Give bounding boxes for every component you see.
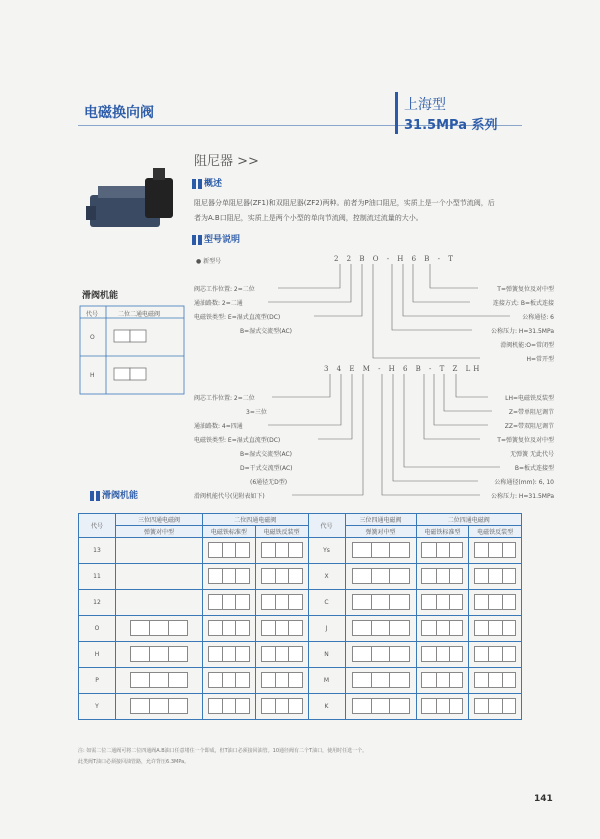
valve-symbol [208,620,250,636]
new-model-label: ● 新型号 [196,258,222,265]
valve-symbol [208,568,250,584]
code-cell: C [308,590,345,616]
h-std-left: 电磁铁标准型 [203,526,256,538]
right2-4: 无弹簧 无此代号 [510,451,554,458]
code-cell: M [308,668,345,694]
valve-symbol [352,568,410,584]
valve-symbol [352,594,410,610]
code-cell: Ys [308,538,345,564]
table-row [79,564,522,590]
left1-1: 通油路数: 2=二通 [194,300,243,307]
code-cell: H [79,642,116,668]
table-row [79,642,522,668]
valve-symbol [474,542,516,558]
left2-5: D=干式交流型(AC) [240,465,293,472]
right1-5: H=常开型 [526,356,554,363]
model-heading: 型号说明 [192,232,240,245]
code-cell: J [308,616,345,642]
h-two-right: 二位四通电磁阀 [416,514,522,526]
left2-2: 通油路数: 4=四通 [194,423,243,430]
h-code-left: 代号 [79,514,116,538]
valve-symbol [261,568,303,584]
small-table-row-h: H [90,372,95,379]
h-spring-right: 弹簧对中型 [345,526,416,538]
valve-symbol [421,568,463,584]
left2-7: 滑阀机能代号(见附表如下) [194,493,265,500]
code-cell: 13 [79,538,116,564]
table-row [79,590,522,616]
valve-symbol [130,620,188,636]
spool-function-table [78,513,522,720]
code-cell: O [79,616,116,642]
valve-symbol [421,672,463,688]
right1-3: 公称压力: H=31.5MPa [490,328,554,335]
small-table-title: 滑阀机能 [82,291,119,301]
overview-text-2: 者为A.B口阻尼，实质上是两个小型的单向节流阀，控制流过流量的大小。 [194,214,423,222]
big-section-title: 滑阀机能 [90,488,138,501]
right1-1: 连接方式: B=板式连接 [492,300,554,307]
right2-5: B=板式连接型 [514,465,554,472]
table-row [79,616,522,642]
h-code-right: 代号 [308,514,345,538]
left1-3: B=湿式交流型(AC) [240,328,293,335]
footnote [78,746,522,768]
valve-symbol [474,568,516,584]
category-title: 电磁换向阀 [84,105,154,121]
valve-symbol [474,646,516,662]
valve-symbol [474,594,516,610]
valve-symbol [261,542,303,558]
left2-0: 阀芯工作位置: 2=二位 [194,395,255,402]
series-type: 上海型 [404,97,446,113]
valve-symbol [421,594,463,610]
right2-3: T=弹簧复位及对中型 [497,437,554,444]
overview-text-1: 阻尼器分单阻尼器(ZF1)和双阻尼器(ZF2)两种。前者为P油口阻尼，实质上是一个小型节流阀，后 [194,199,495,207]
footnote-line-2: 此类阀T油口必须接回油管路，允许背压6.3MPa。 [78,759,190,765]
code-cell: Y [79,694,116,720]
valve-symbol [352,620,410,636]
small-table-h-type: 二位二通电磁阀 [118,311,161,318]
left2-6: (6通径无D型) [250,479,288,486]
table-row [79,694,522,720]
valve-symbol [421,698,463,714]
right2-2: ZZ=带双阻尼调节 [504,423,554,430]
valve-symbol [421,646,463,662]
code-cell: X [308,564,345,590]
model-code-2: 3 4 E M - H 6 B - T Z LH [324,365,483,373]
page-number: 141 [534,794,553,804]
section-title: 阻尼器 >> [194,154,259,169]
valve-symbol [261,672,303,688]
valve-symbol [261,698,303,714]
valve-symbol [208,542,250,558]
code-cell: 12 [79,590,116,616]
valve-symbol [208,646,250,662]
valve-symbol [208,594,250,610]
left1-2: 电磁铁类型: E=湿式直流型(DC) [194,314,281,321]
code-cell: N [308,642,345,668]
series-pressure: 31.5MPa 系列 [404,118,498,133]
valve-symbol [352,646,410,662]
right1-4: 滑阀机能:O=常闭型 [500,342,554,349]
valve-symbol [130,646,188,662]
model-code-1: 2 2 B O - H 6 B - T [334,255,456,263]
right1-2: 公称通径: 6 [522,314,554,321]
valve-symbol [352,542,410,558]
valve-symbol [130,698,188,714]
h-spring-left: 弹簧对中型 [116,526,203,538]
valve-symbol [421,542,463,558]
valve-symbol [352,698,410,714]
h-rev-left: 电磁铁反装型 [255,526,308,538]
overview-heading: 概述 [192,176,222,189]
valve-symbol [261,620,303,636]
valve-symbol [261,594,303,610]
table-row [79,668,522,694]
code-cell: 11 [79,564,116,590]
valve-symbol [130,672,188,688]
h-rev-right: 电磁铁反装型 [469,526,522,538]
valve-symbol [208,672,250,688]
code-cell: K [308,694,345,720]
left2-4: B=湿式交流型(AC) [240,451,293,458]
footnote-line-1: 注: 如需二位二通阀可将二位四通阀A.B油口任意堵住一个即成，但T油口必须接回油管。10通径阀有二个T油口，使用时任选一个。 [78,748,368,754]
left2-1: 3=三位 [246,409,267,416]
valve-symbol [474,620,516,636]
valve-symbol [352,672,410,688]
valve-symbol [474,698,516,714]
small-table-row-o: O [90,334,95,341]
small-table-h-code: 代号 [86,311,99,318]
right2-1: Z=带单阻尼调节 [508,409,554,416]
valve-symbol [261,646,303,662]
h-three-right: 三位四通电磁阀 [345,514,416,526]
code-cell: P [79,668,116,694]
left1-0: 阀芯工作位置: 2=二位 [194,286,255,293]
valve-symbol [421,620,463,636]
valve-symbol [474,672,516,688]
right1-0: T=弹簧复位及对中型 [497,286,554,293]
right2-0: LH=电磁铁反装型 [505,395,554,402]
right2-6: 公称通径(mm): 6, 10 [494,479,554,486]
h-three-left: 三位四通电磁阀 [116,514,203,526]
left2-3: 电磁铁类型: E=湿式直流型(DC) [194,437,281,444]
h-std-right: 电磁铁标准型 [416,526,469,538]
right2-7: 公称压力: H=31.5MPa [490,493,554,500]
valve-symbol [208,698,250,714]
table-row [79,538,522,564]
h-two-left: 二位四通电磁阀 [203,514,309,526]
